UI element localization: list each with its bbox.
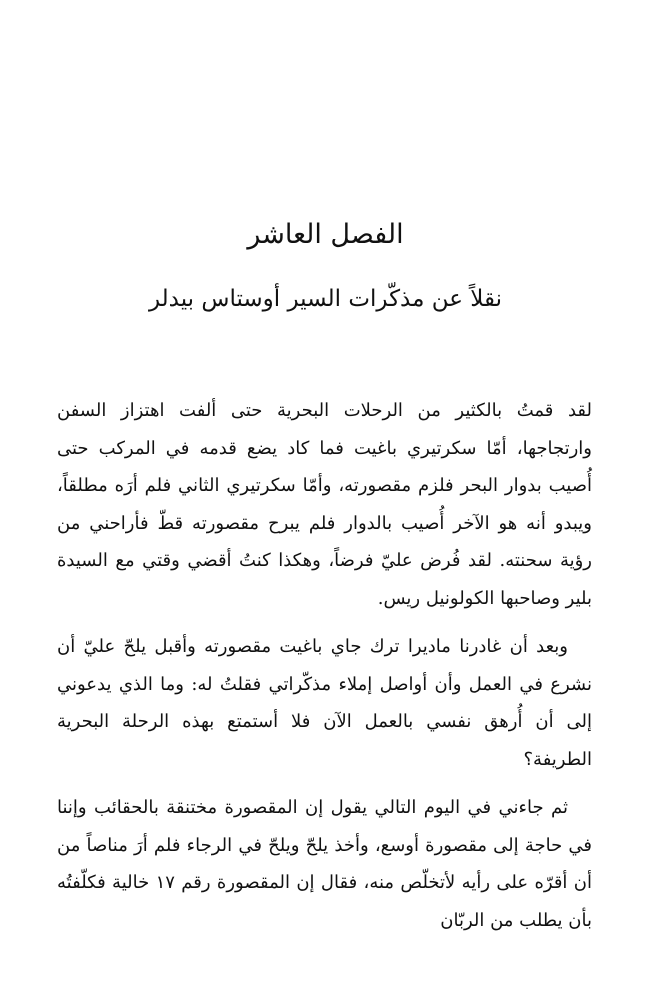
chapter-subtitle: نقلاً عن مذكّرات السير أوستاس بيدلر [148,286,503,312]
paragraph: وبعد أن غادرنا ماديرا ترك جاي باغيت مقصورته وأقبل يلحّ عليّ أن نشرع في العمل وأن أواصل إملاء مذكّراتي فقلتُ له: وما الذي يدعوني إلى أن أُرهق نفسي بالعمل الآن فلا أستمتع بهذه الرحلة البحرية الطريفة؟ [57,636,593,770]
body-text [57,392,592,950]
paragraph: لقد قمتُ بالكثير من الرحلات البحرية حتى ألفت اهتزاز السفن وارتجاجها، أمّا سكرتيري باغيت فما كاد يضع قدمه في المركب حتى أُصيب بدوار البحر فلزم مقصورته، وأمّا سكرتيري الثاني فلم أرَه مطلقاً، ويبدو أنه هو الآخر أُصيب بالدوار فلم يبرح مقصورته قطّ فأراحني من رؤية سحنته. لقد فُرض عليّ فرضاً، وهكذا كنتُ أقضي وقتي مع السيدة بلير وصاحبها الكولونيل ريس. [57,400,592,609]
paragraph: ثم جاءني في اليوم التالي يقول إن المقصورة مختنقة بالحقائب وإننا في حاجة إلى مقصورة أوسع، وأخذ يلحّ ويلحّ في الرجاء فلم أرَ مناصاً من أن أقرّه على رأيه لأتخلّص منه، فقال إن المقصورة رقم ١٧ خالية فكلّفتُه بأن يطلب من الربّان [57,797,592,931]
chapter-title: الفصل العاشر [247,219,404,250]
